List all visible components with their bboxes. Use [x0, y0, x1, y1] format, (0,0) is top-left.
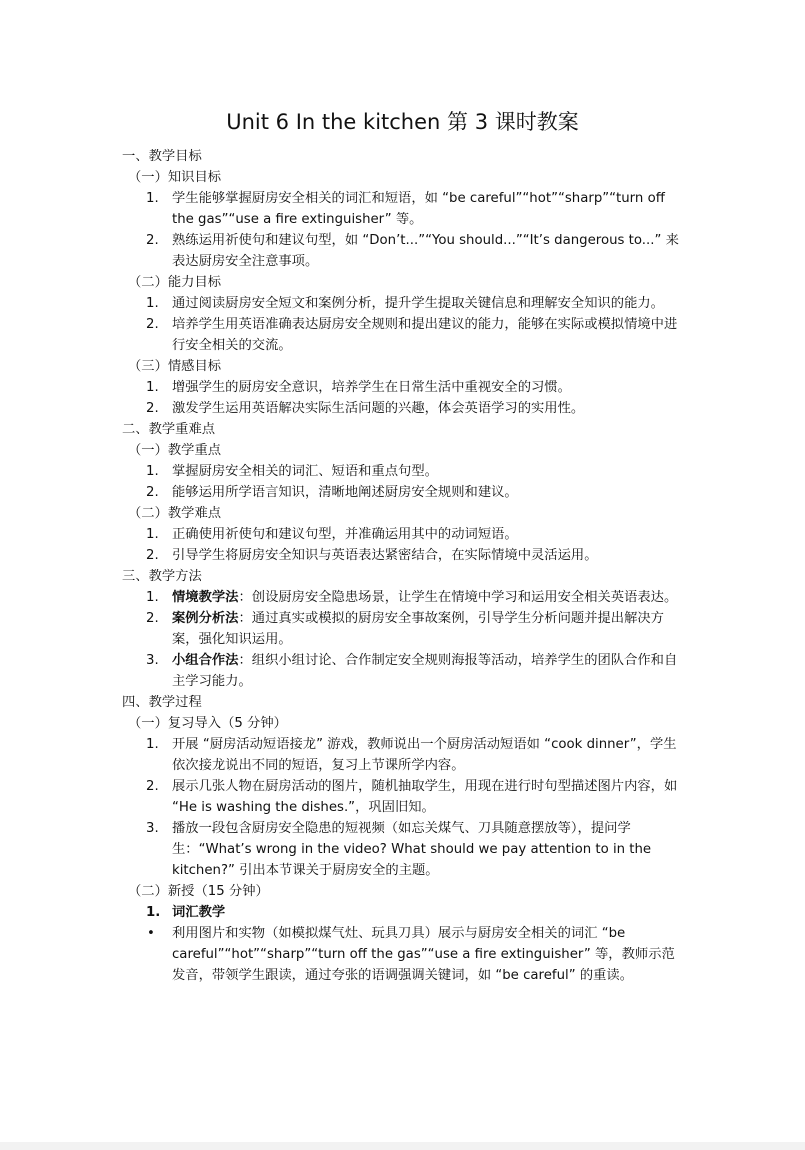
subsection-heading: （二）新授（15 分钟）: [128, 884, 269, 899]
bullet-list: [122, 923, 688, 986]
list-item: 3. 播放一段包含厨房安全隐患的短视频（如忘关煤气、刀具随意摆放等），提问学生：“What’s wrong in the video? What should we pay attention to in the kitchen?” 引出本节课关于厨房安全的主题。: [146, 821, 652, 878]
subsection-heading: （二）能力目标: [128, 275, 222, 290]
list-item: 1. 词汇教学: [146, 905, 226, 920]
list-item: 1. 情境教学法：创设厨房安全隐患场景，让学生在情境中学习和运用安全相关英语表达。: [146, 590, 678, 605]
list-item: • 利用图片和实物（如模拟煤气灶、玩具刀具）展示与厨房安全相关的词汇 “be careful”“hot”“sharp”“turn off the gas”“use a fire extinguisher” 等，教师示范发音，带领学生跟读，通过夸张的语调强调关键词，如 “be careful” 的重读。: [122, 923, 688, 986]
list-item: 2. 熟练运用祈使句和建议句型，如 “Don’t...”“You should...”“It’s dangerous to...” 来表达厨房安全注意事项。: [146, 233, 679, 269]
list-item: 1. 通过阅读厨房安全短文和案例分析，提升学生提取关键信息和理解安全知识的能力。: [146, 296, 664, 311]
section-heading: 一、教学目标: [122, 149, 202, 164]
numbered-list: [122, 188, 688, 272]
list-item: 3. 小组合作法：组织小组讨论、合作制定安全规则海报等活动，培养学生的团队合作和自主学习能力。: [146, 653, 678, 689]
list-item: 1. 开展 “厨房活动短语接龙” 游戏，教师说出一个厨房活动短语如 “cook dinner”，学生依次接龙说出不同的短语，复习上节课所学内容。: [146, 737, 677, 773]
document-title: Unit 6 In the kitchen 第 3 课时教案: [226, 110, 579, 134]
numbered-list: [122, 293, 688, 356]
numbered-list: [122, 377, 688, 419]
section-heading: 四、教学过程: [122, 695, 202, 710]
method-term: 情境教学法: [172, 590, 239, 605]
section-heading: 三、教学方法: [122, 569, 202, 584]
method-term: 案例分析法: [172, 611, 239, 626]
list-item: 2. 培养学生用英语准确表达厨房安全规则和提出建议的能力，能够在实际或模拟情境中进行安全相关的交流。: [146, 317, 678, 353]
list-item: 2. 案例分析法：通过真实或模拟的厨房安全事故案例，引导学生分析问题并提出解决方案，强化知识运用。: [146, 611, 664, 647]
section-heading: 二、教学重难点: [122, 422, 216, 437]
list-item: 2. 引导学生将厨房安全知识与英语表达紧密结合，在实际情境中灵活运用。: [146, 548, 598, 563]
list-item: 1. 掌握厨房安全相关的词汇、短语和重点句型。: [146, 464, 438, 479]
list-item: 1. 正确使用祈使句和建议句型，并准确运用其中的动词短语。: [146, 527, 518, 542]
methods-list: [122, 587, 688, 692]
numbered-list: [122, 524, 688, 566]
method-term: 小组合作法: [172, 653, 239, 668]
numbered-list: [122, 461, 688, 503]
numbered-list: [122, 734, 688, 881]
bullet-icon: •: [147, 926, 155, 941]
subsection-heading: （一）知识目标: [128, 170, 222, 185]
document-body: [122, 146, 688, 986]
subsection-heading: （二）教学难点: [128, 506, 222, 521]
list-item: 2. 展示几张人物在厨房活动的图片，随机抽取学生，用现在进行时句型描述图片内容，如 “He is washing the dishes.”，巩固旧知。: [146, 779, 678, 815]
subsection-heading: （三）情感目标: [128, 359, 222, 374]
list-item: 2. 能够运用所学语言知识，清晰地阐述厨房安全规则和建议。: [146, 485, 518, 500]
subsection-heading: （一）复习导入（5 分钟）: [128, 716, 287, 731]
list-item: 2. 激发学生运用英语解决实际生活问题的兴趣，体会英语学习的实用性。: [146, 401, 585, 416]
list-item: 1. 学生能够掌握厨房安全相关的词汇和短语，如 “be careful”“hot”“sharp”“turn off the gas”“use a fire extinguisher” 等。: [146, 191, 665, 227]
numbered-list: [122, 902, 688, 923]
subsection-heading: （一）教学重点: [128, 443, 222, 458]
list-item: 1. 增强学生的厨房安全意识，培养学生在日常生活中重视安全的习惯。: [146, 380, 571, 395]
